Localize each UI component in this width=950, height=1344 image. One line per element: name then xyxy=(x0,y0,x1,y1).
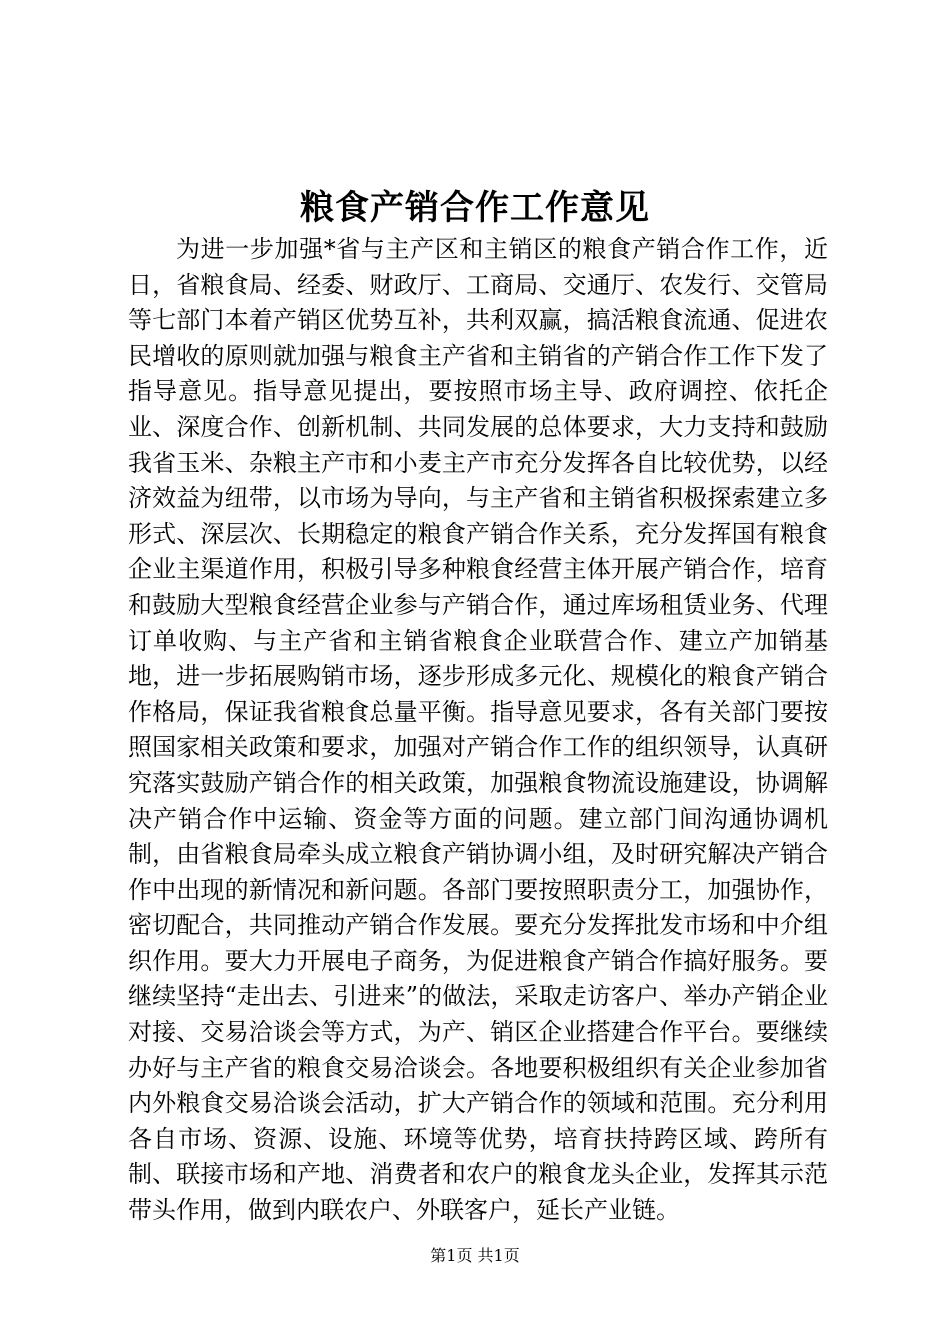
document-body-paragraph: 为进一步加强*省与主产区和主销区的粮食产销合作工作，近日，省粮食局、经委、财政厅、工商局、交通厅、农发行、交管局等七部门本着产销区优势互补，共利双赢，搞活粮食流通、促进农民增收的原则就加强与粮食主产省和主销省的产销合作工作下发了指导意见。指导意见提出，要按照市场主导、政府调控、依托企业、深度合作、创新机制、共同发展的总体要求，大力支持和鼓励我省玉米、杂粮主产市和小麦主产市充分发挥各自比较优势，以经济效益为纽带，以市场为导向，与主产省和主销省积极探索建立多形式、深层次、长期稳定的粮食产销合作关系，充分发挥国有粮食企业主渠道作用，积极引导多种粮食经营主体开展产销合作，培育和鼓励大型粮食经营企业参与产销合作，通过库场租赁业务、代理订单收购、与主产省和主销省粮食企业联营合作、建立产加销基地，进一步拓展购销市场，逐步形成多元化、规模化的粮食产销合作格局，保证我省粮食总量平衡。指导意见要求，各有关部门要按照国家相关政策和要求，加强对产销合作工作的组织领导，认真研究落实鼓励产销合作的相关政策，加强粮食物流设施建设，协调解决产销合作中运输、资金等方面的问题。建立部门间沟通协调机制，由省粮食局牵头成立粮食产销协调小组，及时研究解决产销合作中出现的新情况和新问题。各部门要按照职责分工，加强协作，密切配合，共同推动产销合作发展。要充分发挥批发市场和中介组织作用。要大力开展电子商务，为促进粮食产销合作搞好服务。要继续坚持“走出去、引进来”的做法，采取走访客户、举办产销企业对接、交易洽谈会等方式，为产、销区企业搭建合作平台。要继续办好与主产省的粮食交易洽谈会。各地要积极组织有关企业参加省内外粮食交易洽谈会活动，扩大产销合作的领域和范围。充分利用各自市场、资源、设施、环境等优势，培育扶持跨区域、跨所有制、联接市场和产地、消费者和农户的粮食龙头企业，发挥其示范带头作用，做到内联农户、外联客户，延长产业链。 xyxy=(128,235,828,1225)
page-number-footer: 第1页 共1页 xyxy=(430,1246,520,1265)
document-title: 粮食产销合作工作意见 xyxy=(300,188,650,228)
